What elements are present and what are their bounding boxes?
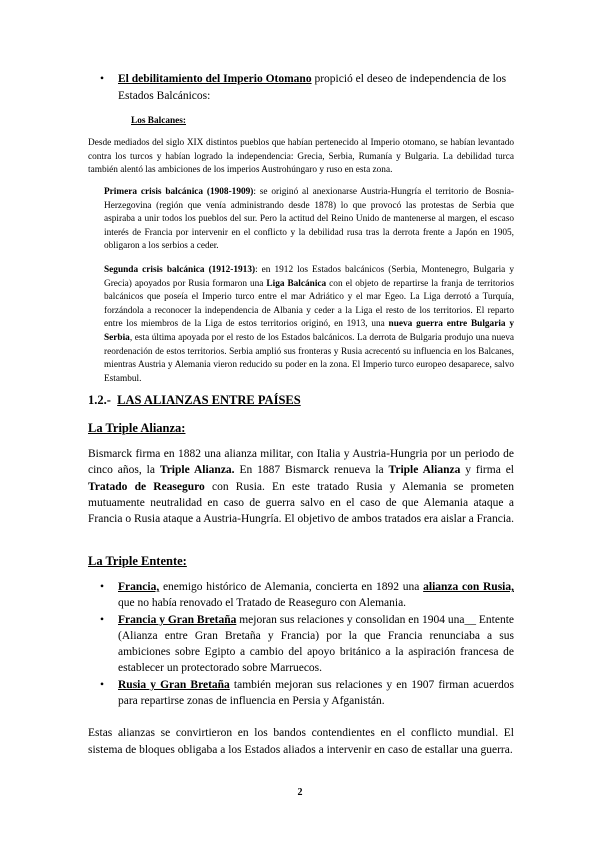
balkans-intro: Desde mediados del siglo XIX distintos pueblos que habían pertenecido al Imperio otomano, se habían levantado contra los turcos y habían logrado la independencia: Grecia, Serbia, Rumanía y Bulgaria. La debilidad turca también alentó las ambiciones de los imperios Austrohúngaro y ruso en esta zona.	[88, 138, 514, 176]
triple-alliance-heading: La Triple Alianza:	[88, 421, 186, 435]
triple-alliance-paragraph: Bismarck firma en 1882 una alianza militar, con Italia y Austria-Hungria por un periodo de cinco años, la Triple Alianza. En 1887 Bismarck renueva la Triple Alianza y firma el Tratado de Reaseguro con Rusia. En este tratado Rusia y Alemania se prometen mutuamente neutralidad en caso de guerra salvo en el caso de que Alemania ataque a Francia o Rusia ataque a Austria-Hungría. El objetivo de ambos tratados era aislar a Francia.	[88, 448, 515, 526]
section-title: LAS ALIANZAS ENTRE PAÍSES	[117, 393, 301, 407]
list-item: • Francia, enemigo histórico de Alemania, concierta en 1892 una alianza con Rusia, que no había renovado el Tratado de Reaseguro con Alemania.	[100, 581, 514, 610]
triple-entente-heading: La Triple Entente:	[88, 554, 187, 568]
bullet-icon: •	[100, 613, 105, 626]
second-crisis-paragraph: Segunda crisis balcánica (1912-1913): en 1912 los Estados balcánicos (Serbia, Montenegro, Bulgaria y Grecia) apoyados por Rusia formaron una Liga Balcánica con el objeto de repartirse la franja de territorios balcánicos que poseía el Imperio turco entre el mar Adriático y el mar Egeo. La Liga derrotó a Turquía, forzándola a reconocer la independencia de Albania y ceder a la Liga el resto de los territorios. El reparto entre los miembros de la Liga de estos territorios originó, en 1913, una nueva guerra entre Bulgaria y Serbia, esta última apoyada por el resto de los Estados balcánicos. La derrota de Bulgaria produjo una nueva reordenación de estos territorios. Serbia amplió sus fronteras y Rusia acrecentó su influencia en los Balcanes, mientras Austria y Alemania vieron reducido su poder en la zona. El Imperio turco europeo desaparece, salvo Estambul.	[104, 265, 515, 384]
ottoman-decline-text: propició el deseo de independencia de los Estados Balcánicos:	[118, 73, 507, 102]
list-item	[88, 71, 514, 105]
balkans-heading: Los Balcanes:	[131, 116, 187, 126]
bullet-icon: •	[100, 581, 105, 593]
list-item: • Francia y Gran Bretaña mejoran sus relaciones y consolidan en 1904 una__ Entente (Alianza entre Gran Bretaña y Francia) por la que Francia renunciaba a sus ambiciones sobre Egipto a cambio del apoyo británico a la aspiración francesa de establecer un protectorado sobre Marruecos.	[100, 613, 514, 675]
ottoman-decline-block	[88, 71, 514, 105]
conclusion-paragraph: Estas alianzas se convirtieron en los bandos contendientes en el conflicto mundial. El sistema de bloques obligaba a los Estados aliados a intervenir en caso de estallar una guerra.	[88, 727, 514, 756]
bullet-icon: •	[100, 678, 105, 691]
page-number: 2	[297, 787, 303, 798]
ottoman-decline-link: El debilitamiento del Imperio Otomano	[118, 73, 312, 85]
bullet-icon: •	[100, 73, 105, 85]
second-crisis-title: Segunda crisis balcánica (1912-1913)	[104, 265, 256, 275]
section-number: 1.2.-	[88, 393, 111, 407]
first-crisis-title: Primera crisis balcánica (1908-1909)	[104, 187, 254, 197]
section-heading	[88, 393, 301, 408]
first-crisis-paragraph: Primera crisis balcánica (1908-1909): se originó al anexionarse Austria-Hungría el territorio de Bosnia-Herzegovina (región que venía administrando desde 1878) lo que provocó las protestas de Serbia que aspiraba a unir todos los pueblos del sur. Pero la actitud del Reino Unido de mantenerse al margen, el escaso interés de Francia por intervenir en el conflicto y la debilidad rusa tras la derrota frente a Japón en 1905, obligaron a los serbios a ceder.	[104, 187, 515, 252]
list-item: • Rusia y Gran Bretaña también mejoran sus relaciones y en 1907 firman acuerdos para repartirse zonas de influencia en Persia y Afganistán.	[100, 678, 514, 708]
triple-entente-list	[88, 579, 514, 709]
